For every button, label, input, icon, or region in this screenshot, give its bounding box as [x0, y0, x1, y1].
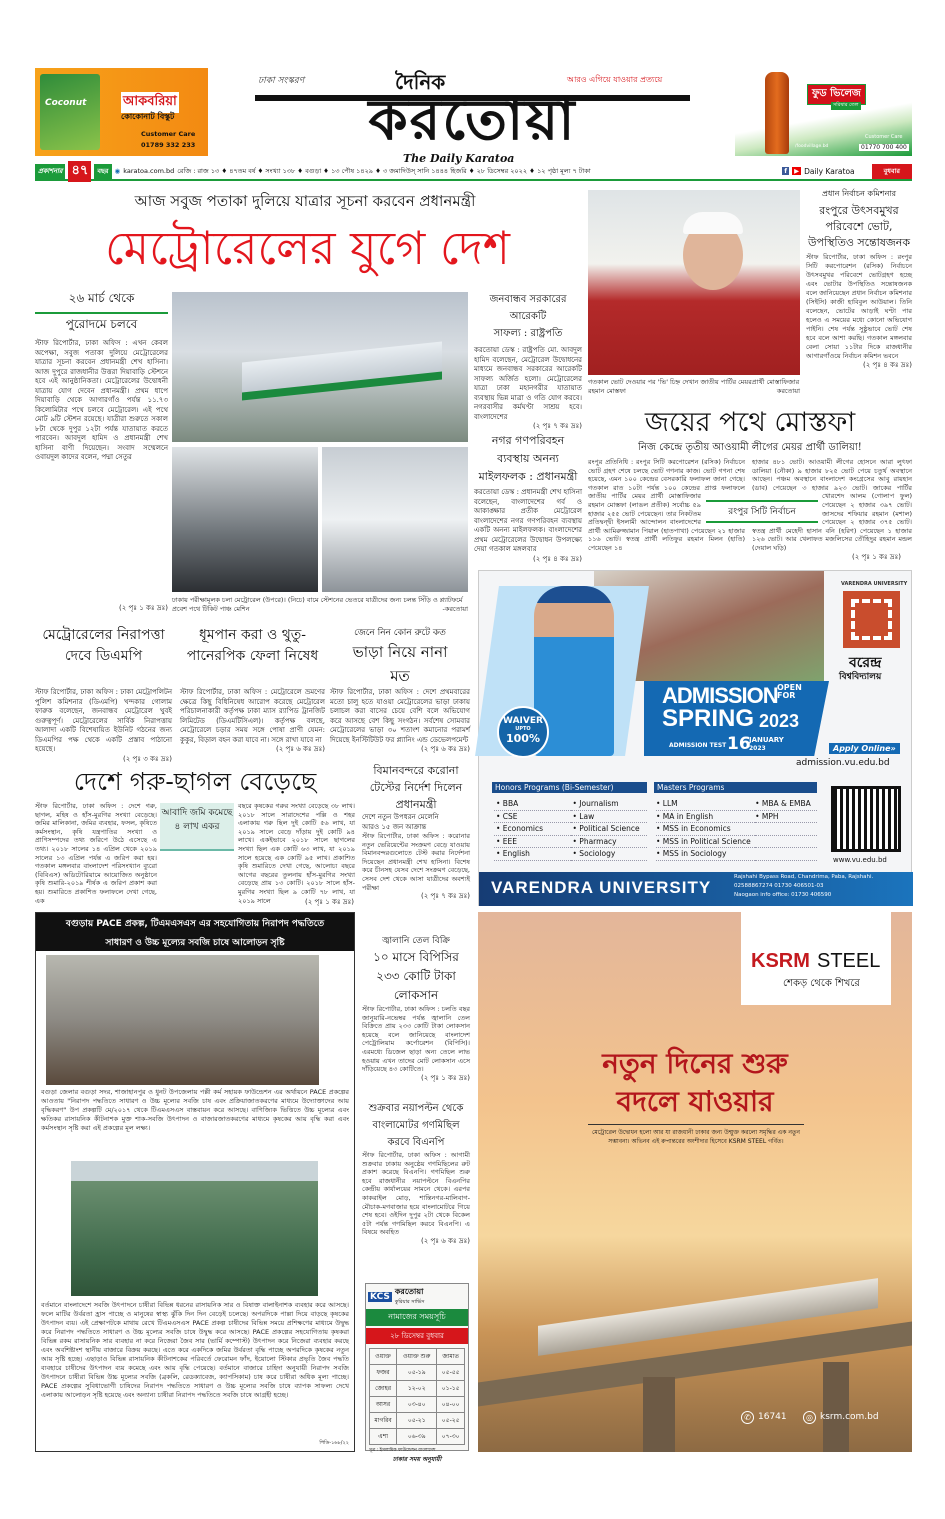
pace-body-1: বগুড়া জেলার বগুড়া সদর, শাজাহানপুর ও ধুনট উপজেলায় পল্লী কর্ম সহায়ক ফাউন্ডেশন এর অর্থায়নে PACE প্রকল্পের আওতায় "নিরাপদ পদ্ধতিতে সাধারণ ও উচ্চ মূল্যের সবজি চাষ এবং প্রক্রিয়াজাতকরণের মাধ্যমে উদ্যোক্তাদের আয় বৃদ্ধিকরণ" উপ প্রকল্পটি মে/২০১৭ থেকে টিএমএসএস বাস্তবায়ন করে আসছে। বাণিজ্যিক ভিত্তিতে উচ্চ মূল্যের এবং ক্ষতিকর রাসায়নিক কীটনাশক মুক্ত শাক-সবজি উৎপাদন ও বাজারজাতকরণের মাধ্যমে কৃষকের আয় বৃদ্ধি করা এবং কর্মসংস্থান সৃষ্টি করা এই প্রকল্পের মূল লক্ষ্য।	[41, 1088, 349, 1132]
pm-body: করতোয়া ডেস্ক : প্রধানমন্ত্রী শেখ হাসিনা বলেছেন, বাংলাদেশের গর্ব ও আকাঙ্ক্ষার প্রতীক মেট্রোরেল বাংলাদেশের নগর গণপরিবহন ব্যবস্থায় একটি অনন্য মাইলফলক। বাংলাদেশের প্রথম মেট্রোরেলের উদ্বোধন উপলক্ষ্যে দেয়া গতকাল মঙ্গলবার	[474, 488, 582, 553]
masters-program: • MSS in Sociology	[656, 848, 755, 861]
fare-body: স্টাফ রিপোর্টার, ঢাকা অফিস : দেশে প্রথমবারের মতো চালু হতে যাওয়া মেট্রোরেলের ভাড়া ঢাকায় চলাচল করা বাসের চেয়ে বেশি বলে অভিযোগ করে আসছে বেশ কিছু সংগঠন। সর্বশেষ সোমবার মেট্রোরেলের ভাড়া ৩০ শতাংশ কমানোর পরামর্শ দিয়েছে ইনস্টিটিউট ফর প্ল্যানিং এন্ড ডেভেলপমেন্ট	[330, 688, 470, 744]
dmp-jump[interactable]: (২ পৃঃ ৩ কঃ দ্রঃ)	[123, 754, 172, 763]
prayer-sponsor	[366, 1284, 468, 1309]
ec-jump[interactable]: (২ পৃঃ ৪ কঃ দ্রঃ)	[863, 361, 912, 369]
masters-program: • MPH	[755, 811, 817, 824]
masters-program	[755, 848, 817, 861]
apply-online-button[interactable]: Apply Online»	[829, 743, 900, 754]
ksrm-tagline: শেকড় থেকে শিখরে	[783, 978, 860, 989]
ec-body: স্টাফ রিপোর্টার, ঢাকা অফিস : রংপুর সিটি করপোরেশন (রসিক) নির্বাচনে উৎসবমুখর পরিবেশে ভোটগ্রহণ হচ্ছে এবং ভোটার উপস্থিতিও সন্তোষজনক বলে জানিয়েছেন প্রধান নির্বাচন কমিশনার (সিইসি) কাজী হাবিবুল আউয়াল। তিনি বলেছেন, ভোটের আড়াই ঘণ্টা পার হলেও এ সময়ের মধ্যে কোনো অভিযোগ পাইনি। শেষ পর্যন্ত সুষ্ঠুভাবে ভোট শেষ হবে বলে আশা করছি। গতকাল মঙ্গলবার বেলা সোয়া ১১টার দিকে রাজধানীর আগারগাঁওয়ে নির্বাচন কমিশন ভবনে	[806, 253, 912, 360]
prayer-row	[370, 1381, 465, 1397]
prayer-title: নামাজের সময়সূচি	[366, 1309, 468, 1326]
qr-code[interactable]	[831, 786, 901, 852]
slogan: আরও এগিয়ে যাওয়ার প্রত্যয়ে	[567, 75, 663, 84]
ksrm-headline-1: নতুন দিনের শুরু	[602, 1047, 788, 1080]
fare-jump[interactable]: (২ পৃঃ ৬ কঃ দ্রঃ)	[421, 745, 470, 753]
waiver-upto: UPTO	[515, 726, 531, 732]
lead-headline[interactable]: মেট্রোরেলের যুগে দেশ	[105, 221, 510, 275]
prayer-cell: ০৩-৪০	[397, 1397, 437, 1413]
ksrm-logo-box	[741, 912, 891, 1005]
viaduct-pillar	[823, 1362, 849, 1452]
vu-bn-name-1: বরেন্দ্র	[849, 655, 882, 671]
airport-story	[362, 762, 470, 902]
years-badge: ৪৭	[68, 161, 91, 182]
escalator-photo	[172, 447, 318, 592]
mostofa-photo-credit: করতোয়া	[776, 387, 800, 395]
prayer-header-row	[370, 1349, 465, 1365]
kcs-logo: KCS	[370, 1291, 390, 1302]
metro-train-photo	[172, 292, 468, 442]
masters-program: • LLM	[656, 798, 755, 811]
prayer-row	[370, 1429, 465, 1445]
biscuit-product: কোকোনাট বিস্কুট	[121, 112, 175, 121]
prayer-row	[370, 1397, 465, 1413]
biscuit-care: Customer Care	[141, 130, 196, 138]
airport-body: স্টাফ রিপোর্টার, ঢাকা অফিস : করোনার নতুন ভেরিয়েন্টের সংক্রমণ বেড়ে যাওয়ায় বিমানবন্দরগুলোতে টেস্ট করার নির্দেশনা দিয়েছেন প্রধানমন্ত্রী শেখ হাসিনা। বিশেষ করে চীনসহ যেসব দেশে সংক্রমণ বেড়েছে, সেসব দেশ থেকে আসা যাত্রীদের অবশ্যই পরীক্ষা	[362, 832, 470, 892]
ksrm-body: মেট্রোরেল উদ্বোধন হলো আর যা রাজধানী ঢাকার জন্য উন্মুক্ত করলো সমৃদ্ধির এক নতুন সম্ভাবনা। অভিনব এই রুপান্তরের অংশীদার হিসেবে KSRM STEEL গর্বিত।	[591, 1129, 801, 1145]
ec-title[interactable]: রংপুরে উৎসবমুখর পরিবেশে ভোট, উপস্থিতিও সন্তোষজনক	[807, 204, 911, 249]
facebook-icon[interactable]: f	[784, 167, 788, 175]
biscuit-phone: 01789 332 233	[141, 141, 196, 149]
pace-body-2: বর্তমানে বাংলাদেশে সবজি উৎপাদনে চাষীরা বিভিন্ন ধরনের রাসায়নিক সার ও বিষাক্ত বালাইনাশক ব্যবহার করে আসছে। ফলে মাটির উর্বরতা হ্রাস পাচ্ছে ও মানুষের স্বাস্থ্য ঝুঁকি দিন দিন বেড়েই চলেছে। অপরদিকে পাল্লা দিয়ে বাড়ছে কৃষকের উৎপাদন ব্যয়। এই প্রেক্ষাপটকে মাথায় রেখে টিএমএসএস PACE প্রকল্প চাষীদের বিভিন্ন সময়ে প্রশিক্ষণের মাধ্যমে উদ্বুদ্ধ করে নিরাপদ পদ্ধতিতে সাধারণ ও উচ্চ মূল্যের সবজি চাষে উদ্বুদ্ধ করে আসছে। PACE প্রকল্পের সহযোগিতায় কৃষকরা বিভিন্ন রকম রাসায়নিক সার ব্যবহার না করে নিজেরা জৈব সার (ভার্মি কম্পোস্ট) উৎপাদন করে নিজেরা ব্যবহার করছে এবং অবশিষ্টাংশ স্থানীয় বাজারে বিক্রয় করছে। এতে করে একদিকে জমির উর্বরতা বৃদ্ধি পাচ্ছে অপরদিকে কৃষকের নতুন আয় সৃষ্টি হচ্ছে। এছাড়াও বিভিন্ন রাসায়নিক কীটনাশকের পরিবর্তে ফেরোমন ফাঁদ, ইয়োলো স্টিকার প্রভৃতি জৈব পদ্ধতি ব্যবহারে চাষীদের উৎপাদন ব্যয় কমেছে এবং আয় বৃদ্ধি পেয়েছে। বর্তমানে বাজারে চাহিদা অনুযায়ী নিরাপদ সবজি উৎপাদনে চাষীরা বিভিন্ন উচ্চ মূল্যের সবজি (ব্রকলি, রেডক্যাবেজ, ক্যাপসিকাম) চাষ করে চাষীরা অধিক মূল্য পাচ্ছে। PACE প্রকল্পের সুবিধাভোগী চাষিদের নিরাপদ পদ্ধতিতে সাধারণ ও উচ্চ মূল্যের সবজি চাষে ব্যাপক সাফল্য দেখে এলাকায় আলোড়ন সৃষ্টি হয়েছে এবং অন্যান্য চাষীরা নিরাপদ পদ্ধতিতে সবজি চাষে আগ্রহী হচ্ছে।	[41, 1301, 349, 1399]
social-handle: Daily Karatoa	[804, 166, 855, 176]
airport-bullet-1: দেশে নতুন উপধরন মেলেনি	[362, 813, 439, 821]
honors-program: • Journalism	[571, 798, 648, 811]
fare-story	[330, 625, 470, 755]
globe-icon: ◉	[114, 167, 121, 175]
open-for: OPEN FOR	[777, 683, 802, 700]
masters-title: Masters Programs	[654, 782, 817, 793]
dmp-title[interactable]: মেট্রোরেলের নিরাপত্তা দেবে ডিএমপি	[42, 627, 165, 664]
waiver-label: WAIVER	[503, 716, 543, 726]
mostofa-headline[interactable]: জয়ের পথে মোস্তফা	[644, 407, 856, 438]
masters-program: • MBA & EMBA	[755, 798, 817, 811]
vu-footer-name: VARENDRA UNIVERSITY	[491, 878, 712, 897]
prayer-note: ঢাকার সময় অনুযায়ী	[392, 1456, 442, 1463]
ksrm-logo-black: STEEL	[817, 950, 881, 972]
vu-logo	[843, 591, 900, 648]
biscuit-ad[interactable]	[35, 68, 208, 156]
lead-side-kicker: ২৬ মার্চ থেকে	[35, 290, 168, 314]
pm-title[interactable]: নগর গণপরিবহন ব্যবস্থায় অনন্য মাইলফলক : প্রধানমন্ত্রী	[478, 434, 578, 483]
website-link[interactable]: karatoa.com.bd	[123, 167, 175, 175]
admission-test-label: ADMISSION TEST	[669, 742, 727, 749]
masters-program	[755, 836, 817, 849]
oil-page: /foodvillage.bd	[795, 144, 829, 149]
prayer-cell: মাগরিব	[370, 1413, 397, 1429]
youtube-icon[interactable]: ▶	[794, 167, 800, 175]
prayer-cell: ০৪-০০	[437, 1397, 465, 1413]
waiver-pct: 100%	[506, 732, 540, 745]
president-title-2[interactable]: আরেকটি	[509, 311, 547, 322]
viaduct-pillar	[643, 1377, 675, 1452]
ksrm-headline-2: বদলে যাওয়ার	[616, 1085, 774, 1118]
biscuit-pack-image	[40, 74, 100, 150]
prayer-row	[370, 1413, 465, 1429]
prayer-source: সূত্র : ইসলামিক ফাউন্ডেশন বাংলাদেশ	[369, 1448, 436, 1453]
ksrm-logo-red: KSRM	[751, 950, 810, 972]
ticket-gate-photo	[322, 447, 468, 592]
ksrm-website[interactable]: ksrm.com.bd	[820, 1412, 879, 1422]
fare-kicker: জেনে নিন কোন রুটে কত	[354, 628, 446, 638]
waiver-badge	[497, 706, 549, 758]
smoking-story	[180, 625, 325, 755]
kcs-brand-block	[395, 1286, 425, 1307]
bpc-kicker: জ্বালানি তেল বিক্রি	[382, 936, 450, 946]
info-bar	[35, 163, 912, 181]
oil-sub: সরিষার তেল	[833, 102, 859, 108]
oil-ad[interactable]	[735, 68, 912, 156]
prayer-cell: এশা	[370, 1429, 397, 1445]
prayer-cell: ০৫-২১	[397, 1413, 437, 1429]
cabbage-field-photo	[71, 1161, 318, 1296]
bnp-title[interactable]: শুক্রবার নয়াপল্টন থেকে বাংলামোটর গণমিছিল করবে বিএনপি	[368, 1103, 464, 1148]
honors-program: • Economics	[494, 823, 571, 836]
prayer-row	[370, 1365, 465, 1381]
prayer-header: জামাত	[437, 1349, 465, 1365]
livestock-jump[interactable]: (২ পৃঃ ১ কঃ দ্রঃ)	[305, 898, 354, 906]
prayer-cell: ফজর	[370, 1365, 397, 1381]
lead-photo-credit: -করতোয়া	[442, 605, 468, 613]
day-badge: বুধবার	[872, 164, 912, 179]
masthead	[255, 68, 690, 165]
prayer-cell: ১২-০২	[397, 1381, 437, 1397]
prayer-cell: জোহর	[370, 1381, 397, 1397]
honors-program: • BBA	[494, 798, 571, 811]
prayer-cell: ০৫-৫৫	[437, 1365, 465, 1381]
honors-title: Honors Programs (Bi-Semester)	[492, 782, 647, 793]
mostofa-jump[interactable]: (২ পৃঃ ১ কঃ দ্রঃ)	[852, 553, 901, 561]
masters-program: • MSS in Political Science	[656, 836, 755, 849]
oil-phone: 01770 700 400	[861, 144, 907, 151]
admission-title: ADMISSION	[662, 683, 778, 708]
bnp-story	[362, 1100, 470, 1246]
oil-brand: ফুড ভিলেজ	[807, 84, 866, 105]
bpc-body: স্টাফ রিপোর্টার, ঢাকা অফিস : চলতি বছর জানুয়ারি-নভেম্বর পর্যন্ত জ্বালানি তেল বিক্রিতে প্রায় ২৩৩ কোটি টাকা লোকসান হয়েছে বলে জানিয়েছে বাংলাদেশ পেট্রোলিয়াম কর্পোরেশন (বিপিসি)। এরমধ্যে ডিজেল ছাড়া অন্য তেলে লাভ হওয়ায় এখন তাদের মোট লোকসান এসে দাঁড়িয়েছে ৪৩ কোটিতে।	[362, 1005, 470, 1074]
bnp-jump[interactable]: (২ পৃঃ ৬ কঃ দ্রঃ)	[421, 1236, 470, 1245]
airport-bullet-2: আরও ১৫ জন আক্রান্ত	[362, 822, 427, 831]
mostofa-subhead: নিজ কেন্দ্রে তৃতীয় আওয়ামী লীগের মেয়র প্রার্থী ডালিয়া!	[638, 442, 862, 453]
admission-test-year: 2023	[749, 745, 766, 752]
mostofa-body-1: রংপুর প্রতিনিধি : রংপুর সিটি করপোরেশন (রসিক) নির্বাচনে ভোট গ্রহণ শেষে চলছে ভোট গণনার কাজ। ভোট গণনা শেষ হয়েছে, এমন ১০০ কেন্দ্রের বেসরকারি ফলাফল জানা গেছে। গতকাল রাত ১০টা পর্যন্ত ১০০ কেন্দ্রের প্রাপ্ত ফলাফলে জাতীয় পার্টির মেয়র প্রার্থী মোস্তাফিজার রহমান মোস্তফা (লাঙল প্রতীক) সর্বোচ্চ ৫৯ হাজার ২৫৫ ভোট পেয়েছেন। তার নিকটতম প্রতিদ্বন্দ্বী ইসলামী আন্দোলন বাংলাদেশের প্রার্থী আমিরুজ্জামান পিয়াল (হাতপাখা) পেয়েছেন ২১ হাজার ১১৬ ভোট। স্বতন্ত্র প্রার্থী লতিফুর রহমান মিলন (হাতি) পেয়েছেন ১৪	[588, 458, 745, 552]
masters-program: • MA in English	[656, 811, 755, 824]
airport-jump[interactable]: (২ পৃঃ ৭ কঃ দ্রঃ)	[421, 892, 470, 901]
prayer-cell: ০৫-১৯	[397, 1365, 437, 1381]
dmp-story	[35, 625, 172, 764]
prayer-table	[369, 1348, 465, 1445]
smoking-title[interactable]: ধূমপান করা ও থুতু-পানেরপিক ফেলা নিষেধ	[186, 627, 319, 664]
bpc-title[interactable]: ১০ মাসে বিপিসির ২৩৩ কোটি টাকা লোকসান	[373, 950, 459, 1002]
web-icon: ◎	[803, 1411, 816, 1424]
prayer-cell: ০৫-২৫	[437, 1413, 465, 1429]
vu-bn-name-2: বিশ্ববিদ্যালয়	[839, 672, 882, 682]
honors-program: • English	[494, 848, 571, 861]
oil-care: Customer Care	[865, 134, 903, 140]
livestock-headline[interactable]: দেশে গরু-ছাগল বেড়েছে	[73, 767, 317, 796]
phone-icon: ✆	[741, 1411, 754, 1424]
admission-test-day: 16	[727, 734, 751, 754]
lead-photo-caption: ঢাকায় পরীক্ষামূলক চলা মেট্রোরেল (উপরে)। (নিচে) বামে স্টেশনের ভেতরে যাত্রীদের জন্য চলন্ত সিঁড়ি ও প্ল্যাটফর্মে প্রবেশ পথে টিকিট পাঞ্চ মেশিন	[172, 596, 463, 613]
vu-naogaon: Naogaon info office: 01730 406590	[734, 892, 832, 898]
kcs-brand: করতোয়া	[394, 1287, 424, 1296]
masters-program	[755, 823, 817, 836]
president-jump[interactable]: (২ পৃঃ ৭ কঃ দ্রঃ)	[533, 422, 582, 430]
biscuit-pack-label: Coconut	[45, 98, 87, 108]
spring-year: 2023	[759, 711, 800, 731]
metro-train-shape	[242, 341, 442, 400]
smoking-body: স্টাফ রিপোর্টার, ঢাকা অফিস : মেট্রোরেলে ভ্রমণের ক্ষেত্রে কিছু বিধিনিষেধ আরোপ করেছে মেট্রোরেল পরিচালনাকারী কর্তৃপক্ষ ঢাকা ম্যাস র‍্যাপিড ট্রানজিট লিমিটেড (ডিএমটিসিএল)। কর্তৃপক্ষ বলছে, মেট্রোরেলে চড়ার সময় সঙ্গে পোষা প্রাণী যেমন: কুকুর, বিড়াল বহন করা যাবে না। সঙ্গে রাখা যাবে না	[180, 688, 325, 744]
vu-address: Rajshahi Bypass Road, Chandrima, Paba, Rajshahi.	[734, 874, 874, 880]
honors-program: • Law	[571, 811, 648, 824]
prayer-date: ২৮ ডিসেম্বর বুধবার	[366, 1328, 468, 1344]
honors-program: • CSE	[494, 811, 571, 824]
lead-kicker: আজ সবুজ পতাকা দুলিয়ে যাত্রার সূচনা করবেন প্রধানমন্ত্রী	[134, 192, 476, 210]
masters-program: • MSS in Economics	[656, 823, 755, 836]
ksrm-phone[interactable]: 16741	[758, 1412, 787, 1422]
dainik-label: দৈনিক	[395, 70, 446, 94]
prayer-cell: ০৭-৩০	[437, 1429, 465, 1445]
pace-feature	[35, 912, 355, 1452]
kcs-sub: কুরিয়ার সার্ভিস	[394, 1299, 425, 1305]
admission-test-month: JANUARY	[749, 736, 784, 744]
vu-small-name: VARENDRA UNIVERSITY	[841, 581, 908, 587]
president-title-3[interactable]: সাফল্য : রাষ্ট্রপতি	[493, 328, 563, 339]
prayer-cell: আসর	[370, 1397, 397, 1413]
lead-side-jump[interactable]: (২ পৃঃ ১ কঃ দ্রঃ)	[119, 604, 168, 612]
fare-title[interactable]: ভাড়া নিয়ে নানা মত	[352, 643, 448, 685]
admission-url[interactable]: admission.vu.edu.bd	[796, 758, 890, 768]
varendra-university-ad[interactable]	[478, 570, 912, 906]
prayer-times-box	[365, 1283, 469, 1463]
prayer-cell: ০১-১৫	[437, 1381, 465, 1397]
pub-label: প্রকাশনার	[35, 164, 65, 179]
mostofa-body-2: হাজার ৪৮১ ভোট। আওয়ামী লীগের হোসনে আরা লুৎফা ডালিয়া (নৌকা) ৯ হাজার ৮২৫ ভোট পেয়ে চতুর্থ অবস্থানে আছেন। পঞ্চম অবস্থানে বাংলাদেশ কংগ্রেসের আবু রায়হান (ডাব) পেয়েছেন ৩ হাজার ৯২৩ ভোট। জাকের পার্টির খোরশেদ আলম (গোলাপ ফুল) পেয়েছেন ২ হাজার ৩৯৭ ভোট। জাসদের শফিয়ার রহমান (মশাল) পেয়েছেন ২ হাজার ৩৭৫ ভোট। স্বতন্ত্র প্রার্থী মেহেদী হাসান বনি (হরিণ) পেয়েছেন ১ হাজার ১২৬ ভোট। আর খেলাফত মজলিসের তৌহিদুর রহমান মন্ডল (দেয়াল ঘড়ি)	[752, 458, 912, 552]
president-body: করতোয়া ডেস্ক : রাষ্ট্রপতি মো. আবদুল হামিদ বলেছেন, মেট্রোরেল উদ্বোধনের মাধ্যমে জনবান্ধব সরকারের আরেকটি সাফল্য অর্জিত হলো। মেট্রোরেলের যাত্রা ঢাকা মহানগরীর যাতায়াত ব্যবস্থায় ভিন্ন মাত্রা ও গতি যোগ করবে। নগরবাসীর কর্মঘণ্টা সাশ্রয় হবে। বাংলাদেশের	[474, 346, 582, 421]
pace-header-2: সাধারণ ও উচ্চ মূল্যের সবজি চাষে আলোড়ন সৃষ্টি	[105, 938, 285, 948]
edition-label: ঢাকা সংস্করণ	[258, 76, 305, 86]
rangpur-election-tag: রংপুর সিটি নির্বাচন	[706, 500, 818, 523]
mostofa-photo-caption: গতকাল ভোট দেওয়ার পর 'ভি' চিহ্ন দেখান জাতীয় পার্টির মেয়রপ্রার্থী মোস্তাফিজার রহমান মোস্তফা	[588, 378, 800, 395]
prayer-header: ওয়াক্ত শুরু	[397, 1349, 437, 1365]
vu-phones: 02588867274 01730 406501-03	[734, 883, 824, 889]
president-title-1[interactable]: জনবান্ধব সরকারের	[489, 294, 567, 305]
pace-header	[36, 913, 354, 951]
honors-program: • Political Science	[571, 823, 648, 836]
prayer-header: ওয়াক্ত	[370, 1349, 397, 1365]
dmp-body: স্টাফ রিপোর্টার, ঢাকা অফিস : ঢাকা মেট্রোপলিটন পুলিশ কমিশনার (ডিএমপি) খন্দকার গোলাম ফারুক বলেছেন, জনবান্ধব মেট্রোরেল খুবই গুরুত্বপূর্ণ। মেট্রোরেলের সার্বিক নিরাপত্তায় আলাদা একটি বিশেষায়িত ইউনিট গঠনের জন্য ডিএমপির পক্ষ থেকে একটি প্রস্তাব পাঠানো হয়েছে।	[35, 688, 172, 753]
livestock-body-2: বছরে কৃষকের গরুর সংখ্যা বেড়েছে ৩৮ লাখ। ২০১৮ সালে সারাদেশের পল্লি ও শহর এলাকায় গরু ছিল দুই কোটি ৫৬ লাখ, যা ২০১৯ সালে বেড়ে দাঁড়ায় দুই কোটি ৯৪ লাখে। একইভাবে ২০১৮ সালে ছাগলের সংখ্যা ছিল এক কোটি ৬৩ লাখ, যা ২০১৯ সালে হয়েছে এক কোটি ৯৫ লাখ। প্রকাশিত কৃষি শুমারিতে দেখা গেছে, আলোচ্য বছরে আগের বছরের তুলনায় হাঁস-মুরগির সংখ্যা বেড়েছে প্রায় ১৩ কোটি। ২০১৮ সালে হাঁস-মুরগির সংখ্যা ছিল ৯ কোটি ৭৮ লাখ, যা ২০১৯ সালে	[238, 802, 355, 905]
honors-program: • Pharmacy	[571, 836, 648, 849]
bpc-story	[362, 933, 470, 1083]
paper-name: করতোয়া	[368, 88, 577, 153]
lead-side-body: স্টাফ রিপোর্টার, ঢাকা অফিস : এখন কেবল অপেক্ষা, সবুজ পতাকা দুলিয়ে মেট্রোরেলের যাত্রার সূচনা করবেন প্রধানমন্ত্রী শেখ হাসিনা। আজ দুপুরে রাজধানীর উত্তরা দিয়াবাড়ি স্টেশনে হবে এই আনুষ্ঠানিকতা। মেট্রোরেলের উদ্বোধনী যাত্রায় যোগ দেবেন প্রধানমন্ত্রী। প্রথম ধাপে দিয়াবাড়ি থেকে আগারগাঁও পর্যন্ত ১১.৭৩ কিলোমিটার পথে চলবে মেট্রোরেল। এই পথে মোট ৯টি স্টেশন রয়েছে। যাত্রীরা শুরুতে সকাল ৮টা থেকে দুপুর ১২টা পর্যন্ত যাতায়াত করতে পারবেন। আবদুল হামিদ ও প্রধানমন্ত্রী শেখ হাসিনা বাণী দিয়েছেন। সংবাদ সম্মেলনে ওবায়দুল কাদের বলেন, পদ্মা সেতুর	[35, 339, 168, 461]
lead-side-story	[35, 290, 168, 614]
pm-jump[interactable]: (২ পৃঃ ৪ কঃ দ্রঃ)	[533, 554, 582, 563]
vu-website[interactable]: www.vu.edu.bd	[833, 856, 887, 864]
ksrm-divider	[588, 1124, 804, 1125]
issue-details: রেজি : রাজ ১৩ ♦ ৪৭তম বর্ষ ♦ সংখ্যা ১৩৮ ♦ বগুড়া ♦ ১৩ পৌষ ১৪২৯ ♦ ৩ জমাদিউস্ সানি ১৪৪৪ হিজরি ♦ ২৮ ডিসেম্বর ২০২২ ♦ ১২ পৃষ্ঠা মূল্য ৭ টাকা	[177, 166, 591, 175]
ec-kicker: প্রধান নির্বাচন কমিশনার	[821, 189, 897, 198]
mostofa-cap	[683, 212, 743, 234]
livestock-body-1: স্টাফ রিপোর্টার, ঢাকা অফিস : দেশে গরু, ছাগল, মহিষ ও হাঁস-মুরগির সংখ্যা বেড়েছে। জমির মালিকানা, জমির ব্যবহার, ফসল, কৃষিতে কর্মসংস্থান, কৃষি যন্ত্রপাতির সংখ্যা ও প্রাণিসম্পদের তথ্য জরিপে উঠে এসেছে এ তথ্য। ২০১৮ সালের ১৪ এপ্রিল থেকে ২০১৯ সালের ১৩ এপ্রিল পর্যন্ত এ জরিপ করা হয়। গতকাল মঙ্গলবার বাংলাদেশ পরিসংখ্যান ব্যুরো (বিবিএস) অডিটোরিয়ামে আয়োজিত অনুষ্ঠানে কৃষি শুমারি-২০১৯ শীর্ষক এ জরিপ প্রকাশ করা হয়। শুমারিতে প্রকাশিত ফলাফলে দেখা গেছে, এক	[35, 802, 157, 905]
year-word: বছর	[94, 164, 111, 179]
pm-story	[474, 432, 582, 564]
oil-bottle	[765, 72, 789, 154]
lead-photo-caption-block	[172, 596, 468, 614]
mostofa-photo-caption-block	[588, 378, 800, 396]
bpc-jump[interactable]: (২ পৃঃ ১ কঃ দ্রঃ)	[421, 1073, 470, 1082]
smoking-jump[interactable]: (২ পৃঃ ৬ কঃ দ্রঃ)	[276, 745, 325, 753]
ksrm-steel-ad[interactable]	[478, 912, 912, 1452]
honors-list	[494, 798, 647, 861]
airport-title[interactable]: বিমানবন্দরে করোনা টেস্টের নির্দেশ দিলেন প্রধানমন্ত্রী	[369, 764, 463, 811]
pace-header-1: বগুড়ায় PACE প্রকল্প, টিএমএসএস এর সহযোগিতায় নিরাপদ পদ্ধতিতে	[65, 919, 325, 929]
biscuit-brand: আকবরিয়া	[121, 92, 179, 113]
lead-side-title[interactable]: পুরোদমে চলবে	[65, 317, 138, 331]
spring-title: SPRING	[662, 705, 755, 732]
paper-name-english: The Daily Karatoa	[403, 152, 515, 165]
president-story	[474, 292, 582, 432]
honors-program: • Sociology	[571, 848, 648, 861]
honors-program: • EEE	[494, 836, 571, 849]
masters-list	[656, 798, 817, 861]
pace-ref: পিডি-১৬৮/২২	[319, 1440, 349, 1446]
bnp-body: স্টাফ রিপোর্টার, ঢাকা অফিস : আগামী শুক্রবার ঢাকায় অনুষ্ঠেয় গণমিছিলের রুট প্রকাশ করেছে বিএনপি। গণমিছিল শুরু হবে রাজধানীর নয়াপল্টনে বিএনপির কেন্দ্রীয় কার্যালয়ের সামনে থেকে। এরপর কাকরাইল মোড়, শান্তিনগর-মালিবাগ-মৌচাক-মগবাজার হয়ে বাংলামোটরে গিয়ে শেষ হবে। ওইদিন দুপুর ২টা থেকে বিকেল ৫টা পর্যন্ত গণমিছিল করবে বিএনপি। এ বিষয়ে অবহিত	[362, 1151, 470, 1237]
compost-photo	[46, 955, 319, 1085]
mostofa-photo	[588, 190, 800, 375]
prayer-cell: ০৬-৩৯	[397, 1429, 437, 1445]
ec-story	[806, 188, 912, 371]
livestock-box: আবাদি জমি কমেছে ৪ লাখ একর	[160, 803, 234, 851]
